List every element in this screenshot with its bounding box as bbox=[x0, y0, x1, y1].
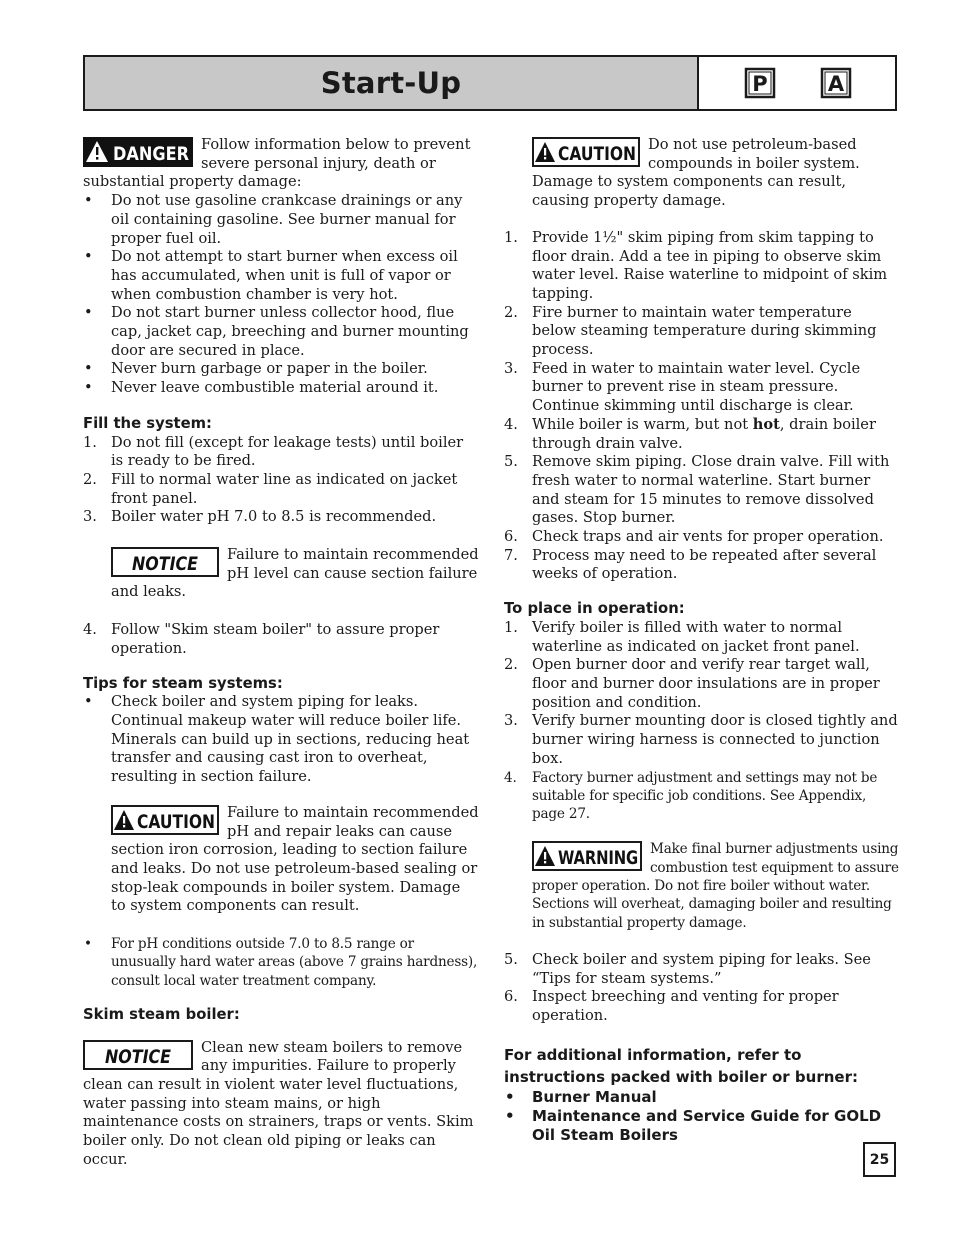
danger-block bbox=[83, 136, 479, 398]
list-item: 1. Provide 1½" skim piping from skim tapping to floor drain. Add a tee in piping to observe skim water level. Raise waterline to midpoint of skim tapping. bbox=[504, 228, 888, 302]
caution-text: Failure to maintain recommended pH and repair leaks can cause section iron corrosion, leading to section failure and leaks. Do not use petroleum-based sealing or stop-leak compounds in boiler system. Damage to system components can result. bbox=[111, 803, 479, 915]
svg-text:A: A bbox=[827, 72, 845, 96]
svg-text:CAUTION: CAUTION bbox=[137, 810, 215, 833]
warning-text: Make final burner adjustments using combustion test equipment to assure proper operation. Do not fire boiler without water. Sections will overheat, damaging boiler and resulting in substantial property damage. bbox=[532, 841, 899, 931]
additional-info-block bbox=[504, 1044, 900, 1145]
skim-notice-block bbox=[83, 1039, 479, 1170]
list-item: 5. Remove skim piping. Close drain valve. Fill with fresh water to normal waterline. Start burner and steam for 15 minutes to remove dissolved gases. Stop burner. bbox=[504, 453, 890, 527]
operation-heading: To place in operation: bbox=[504, 600, 685, 618]
warning-block bbox=[532, 840, 900, 931]
list-item: 1. Do not fill (except for leakage tests) until boiler is ready to be fired. bbox=[83, 433, 464, 470]
svg-text:NOTICE: NOTICE bbox=[132, 553, 199, 576]
svg-text:NOTICE: NOTICE bbox=[105, 1045, 172, 1068]
list-item: 3. Verify burner mounting door is closed tightly and burner wiring harness is connected to junction box. bbox=[504, 712, 898, 767]
list-item: 6. Check traps and air vents for proper operation. bbox=[504, 528, 884, 546]
caution-badge bbox=[532, 137, 640, 167]
fill-list bbox=[83, 434, 479, 528]
audience-icons bbox=[699, 57, 895, 109]
tips-caution-block bbox=[111, 804, 479, 916]
svg-text:P: P bbox=[752, 72, 768, 96]
caution-badge bbox=[111, 805, 219, 835]
additional-info-list bbox=[504, 1088, 900, 1145]
tips-list-continued bbox=[83, 935, 479, 990]
professional-p-icon bbox=[743, 66, 777, 100]
additional-info-heading: For additional information, refer to instructions packed with boiler or burner: bbox=[504, 1045, 858, 1086]
list-item: • Do not start burner unless collector hood, flue cap, jacket cap, breeching and burner mounting door are secured in place. bbox=[83, 304, 479, 360]
list-item: 3. Feed in water to maintain water level. Cycle burner to prevent rise in steam pressure. Continue skimming until discharge is clear. bbox=[504, 359, 861, 415]
notice-badge bbox=[111, 547, 219, 577]
right-column bbox=[504, 136, 900, 1145]
fill-heading: Fill the system: bbox=[83, 414, 212, 432]
operation-list bbox=[504, 619, 900, 824]
svg-text:WARNING: WARNING bbox=[558, 847, 638, 870]
list-item: 2. Open burner door and verify rear target wall, floor and burner door insulations are in proper position and condition. bbox=[504, 656, 880, 711]
list-item: 3. Boiler water pH 7.0 to 8.5 is recommended. bbox=[83, 508, 437, 526]
tips-list bbox=[83, 693, 479, 787]
warning-badge bbox=[532, 841, 642, 871]
list-item: • Maintenance and Service Guide for GOLD Oil Steam Boilers bbox=[504, 1107, 900, 1145]
list-item: 2. Fill to normal water line as indicated on jacket front panel. bbox=[83, 470, 458, 507]
page-number: 25 bbox=[863, 1142, 896, 1177]
list-item: • Do not attempt to start burner when excess oil has accumulated, when unit is full of vapor or when combustion chamber is very hot. bbox=[83, 248, 479, 304]
list-item: 4. Factory burner adjustment and settings may not be suitable for specific job conditions. See Appendix, page 27. bbox=[504, 769, 878, 823]
skim-steps-list bbox=[504, 229, 900, 584]
page-title: Start-Up bbox=[320, 66, 462, 100]
list-item: 4. While boiler is warm, but not hot, drain boiler through drain valve. bbox=[504, 415, 876, 452]
notice-text: Failure to maintain recommended pH level can cause section failure and leaks. bbox=[111, 546, 479, 601]
page-header bbox=[83, 55, 897, 111]
list-item: 6. Inspect breeching and venting for proper operation. bbox=[504, 988, 839, 1024]
danger-list bbox=[83, 192, 479, 398]
left-column bbox=[83, 136, 479, 1170]
list-item: • Never burn garbage or paper in the boiler. bbox=[83, 360, 479, 379]
caution-block bbox=[532, 136, 900, 211]
list-item: 5. Check boiler and system piping for leaks. See “Tips for steam systems.” bbox=[504, 950, 871, 987]
advanced-a-icon bbox=[819, 66, 853, 100]
list-item: 7. Process may need to be repeated after several weeks of operation. bbox=[504, 546, 877, 583]
list-item: • Check boiler and system piping for leaks. Continual makeup water will reduce boiler life. Minerals can build up in sections, reducing heat transfer and causing cast iron to overheat, resulting in section failure. bbox=[83, 693, 479, 787]
notice-text: Clean new steam boilers to remove any impurities. Failure to properly clean can result in violent water level fluctuations, water passing into steam mains, or high maintenance costs on strainers, traps or vents. Skim boiler only. Do not clean old piping or leaks can occur. bbox=[83, 1038, 474, 1168]
title-cell bbox=[85, 57, 699, 109]
skim-heading: Skim steam boiler: bbox=[83, 1005, 240, 1023]
svg-text:CAUTION: CAUTION bbox=[558, 143, 636, 165]
caution-text: Do not use petroleum-based compounds in boiler system. Damage to system components can result, causing property damage. bbox=[532, 136, 860, 210]
list-item: • Do not use gasoline crankcase drainings or any oil containing gasoline. See burner manual for proper fuel oil. bbox=[83, 192, 479, 248]
tips-heading: Tips for steam systems: bbox=[83, 674, 283, 692]
list-item: • For pH conditions outside 7.0 to 8.5 range or unusually hard water areas (above 7 grains hardness), consult local water treatment company. bbox=[83, 935, 479, 990]
list-item: • Never leave combustible material around it. bbox=[83, 379, 479, 398]
fill-notice-block bbox=[111, 546, 479, 602]
fill-list-continued bbox=[83, 621, 479, 658]
list-item: • Burner Manual bbox=[504, 1088, 900, 1107]
list-item: 2. Fire burner to maintain water temperature below steaming temperature during skimming process. bbox=[504, 303, 877, 359]
danger-text: Follow information below to prevent severe personal injury, death or substantial property damage: bbox=[83, 136, 471, 191]
list-item: 4. Follow "Skim steam boiler" to assure proper operation. bbox=[83, 621, 440, 657]
operation-list-continued bbox=[504, 951, 900, 1026]
danger-badge bbox=[83, 137, 193, 167]
svg-text:DANGER: DANGER bbox=[113, 143, 190, 165]
list-item: 1. Verify boiler is filled with water to normal waterline as indicated on jacket front panel. bbox=[504, 618, 860, 655]
notice-badge bbox=[83, 1040, 193, 1070]
